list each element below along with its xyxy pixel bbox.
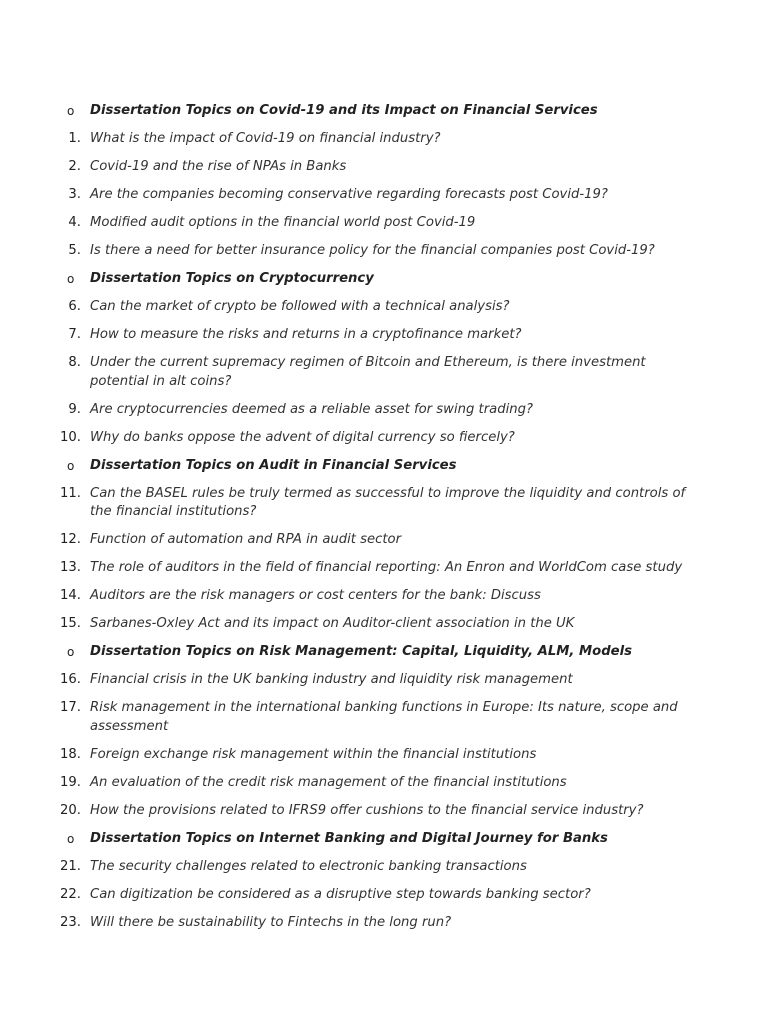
item-text: The role of auditors in the field of financial reporting: An Enron and WorldCom case study bbox=[90, 560, 683, 575]
item-number: 18. bbox=[60, 746, 81, 762]
bullet-marker: o bbox=[67, 458, 75, 473]
bullet-marker: o bbox=[67, 645, 75, 659]
list-item bbox=[0, 429, 768, 448]
item-text: Why do banks oppose the advent of digital currency so fiercely? bbox=[90, 429, 515, 445]
list-item bbox=[0, 130, 768, 149]
item-number: 19. bbox=[60, 774, 81, 790]
list-item bbox=[0, 186, 768, 205]
item-number: 16. bbox=[60, 672, 81, 687]
list-item bbox=[0, 699, 768, 736]
item-number: 12. bbox=[60, 532, 81, 547]
list-item bbox=[0, 858, 768, 877]
list-item bbox=[0, 158, 768, 177]
item-text: Risk management in the international banking functions in Europe: Its nature, scope and assessment bbox=[90, 700, 678, 734]
list-item bbox=[0, 354, 768, 391]
section-heading bbox=[0, 643, 768, 662]
item-text: An evaluation of the credit risk management of the financial institutions bbox=[90, 774, 567, 790]
item-number: 22. bbox=[60, 886, 81, 902]
item-number: 14. bbox=[60, 588, 81, 603]
bullet-marker: o bbox=[67, 272, 75, 286]
item-number: 6. bbox=[68, 299, 81, 314]
item-text: Function of automation and RPA in audit sector bbox=[90, 532, 402, 547]
list-item bbox=[0, 531, 768, 550]
section-heading bbox=[0, 270, 768, 289]
item-text: Under the current supremacy regimen of Bitcoin and Ethereum, is there investment potential in alt coins? bbox=[90, 355, 646, 389]
item-text: What is the impact of Covid-19 on financial industry? bbox=[90, 131, 441, 146]
item-text: Are cryptocurrencies deemed as a reliable asset for swing trading? bbox=[90, 401, 533, 417]
item-text: Auditors are the risk managers or cost centers for the bank: Discuss bbox=[90, 588, 541, 603]
item-number: 21. bbox=[60, 858, 81, 874]
item-number: 10. bbox=[60, 429, 81, 445]
section-heading-text: Dissertation Topics on Internet Banking and Digital Journey for Banks bbox=[90, 830, 608, 846]
item-number: 5. bbox=[68, 243, 81, 258]
item-text: Are the companies becoming conservative regarding forecasts post Covid-19? bbox=[90, 187, 608, 202]
list-item bbox=[0, 802, 768, 821]
list-item bbox=[0, 401, 768, 420]
item-text: The security challenges related to electronic banking transactions bbox=[90, 858, 527, 874]
item-text: Is there a need for better insurance policy for the financial companies post Covid-19? bbox=[90, 243, 655, 258]
item-number: 23. bbox=[60, 914, 81, 930]
item-number: 15. bbox=[60, 616, 81, 631]
item-text: Financial crisis in the UK banking industry and liquidity risk management bbox=[90, 672, 573, 687]
item-text: Modified audit options in the financial world post Covid-19 bbox=[90, 215, 476, 230]
item-number: 11. bbox=[60, 485, 81, 501]
list-item bbox=[0, 242, 768, 261]
list-item bbox=[0, 746, 768, 765]
item-number: 7. bbox=[68, 327, 81, 342]
list-item bbox=[0, 914, 768, 933]
list-item bbox=[0, 298, 768, 317]
list-item bbox=[0, 615, 768, 634]
item-text: How the provisions related to IFRS9 offer cushions to the financial service industry? bbox=[90, 802, 644, 818]
list-item bbox=[0, 214, 768, 233]
item-number: 9. bbox=[68, 401, 81, 417]
list-item bbox=[0, 559, 768, 578]
item-number: 8. bbox=[68, 355, 81, 370]
item-text: Foreign exchange risk management within the financial institutions bbox=[90, 746, 537, 762]
item-number: 20. bbox=[60, 802, 81, 818]
item-number: 1. bbox=[68, 131, 81, 146]
section-heading-text: Dissertation Topics on Covid-19 and its Impact on Financial Services bbox=[90, 103, 598, 118]
item-text: Sarbanes-Oxley Act and its impact on Auditor-client association in the UK bbox=[90, 616, 575, 631]
section-heading bbox=[0, 830, 768, 849]
list-item bbox=[0, 587, 768, 606]
item-text: Can the market of crypto be followed with a technical analysis? bbox=[90, 299, 510, 314]
bullet-marker: o bbox=[67, 104, 75, 118]
list-item bbox=[0, 774, 768, 793]
section-heading-text: Dissertation Topics on Risk Management: Capital, Liquidity, ALM, Models bbox=[90, 644, 632, 659]
item-number: 2. bbox=[68, 159, 81, 174]
topic-list bbox=[0, 102, 768, 942]
list-item bbox=[0, 886, 768, 905]
item-number: 13. bbox=[60, 560, 81, 575]
section-heading-text: Dissertation Topics on Audit in Financial Services bbox=[90, 457, 457, 473]
item-text: Covid-19 and the rise of NPAs in Banks bbox=[90, 159, 347, 174]
section-heading bbox=[0, 102, 768, 121]
item-text: How to measure the risks and returns in a cryptofinance market? bbox=[90, 327, 522, 342]
list-item bbox=[0, 485, 768, 522]
list-item bbox=[0, 671, 768, 690]
list-item bbox=[0, 326, 768, 345]
bullet-marker: o bbox=[67, 831, 75, 846]
section-heading bbox=[0, 457, 768, 476]
item-number: 4. bbox=[68, 215, 81, 230]
item-number: 17. bbox=[60, 700, 81, 715]
item-number: 3. bbox=[68, 187, 81, 202]
section-heading-text: Dissertation Topics on Cryptocurrency bbox=[90, 271, 374, 286]
item-text: Can the BASEL rules be truly termed as successful to improve the liquidity and controls of the financial institutions? bbox=[90, 485, 686, 519]
item-text: Can digitization be considered as a disruptive step towards banking sector? bbox=[90, 886, 591, 902]
item-text: Will there be sustainability to Fintechs in the long run? bbox=[90, 914, 452, 930]
